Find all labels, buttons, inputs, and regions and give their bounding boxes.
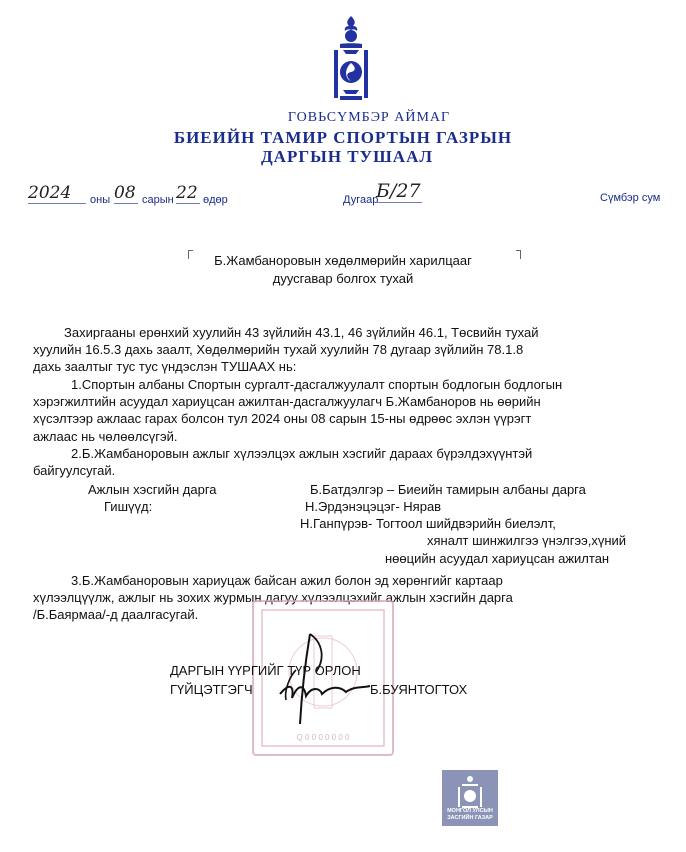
aimag-name: ГОВЬСҮМБЭР АЙМАГ (287, 110, 451, 125)
intro-line-3: дахь заалтыг тус тус үндэслэн ТУШААХ нь: (33, 359, 297, 374)
members-label: Гишүүд: (104, 499, 153, 514)
title-bracket-left (188, 250, 193, 259)
signatory-title-line-2: ГҮЙЦЭТГЭГЧ (170, 682, 253, 697)
paragraph-1-line-1: 1.Спортын албаны Спортын сургалт-дасгалжуулалт спортын бодлогын бодлогын (71, 377, 563, 392)
order-number-handwritten: Б/27 (376, 180, 421, 202)
badge-line-1: МОНГОЛ УЛСЫН (447, 808, 493, 814)
signatory-name: Б.БУЯНТОГТОХ (370, 682, 468, 697)
committee-head: Б.Батдэлгэр – Биеийн тамирын албаны дарга (310, 482, 586, 497)
intro-line-1: Захиргааны ерөнхий хуулийн 43 зүйлийн 43.1, 46 зүйлийн 46.1, Төсвийн тухай (64, 325, 539, 340)
order-number-label: Дугаар (343, 194, 379, 206)
soyombo-emblem-icon (330, 14, 372, 102)
paragraph-1-line-4: ажлаас нь чөлөөлсүгэй. (33, 429, 178, 444)
month-handwritten: 08 (114, 183, 138, 204)
year-suffix: оны (90, 194, 111, 206)
member-2-line-2: хяналт шинжилгээ үнэлгээ,хүний (427, 533, 627, 548)
title-bracket-right (516, 250, 521, 259)
order-title-line-2: дуусгавар болгох тухай (272, 271, 414, 286)
intro-line-2: хуулийн 16.5.3 дахь заалт, Хөдөлмөрийн тухай хуулийн 78 дугаар зүйлийн 78.1.8 (33, 342, 524, 357)
paragraph-3-line-3: /Б.Баярмаа/-д даалгасугай. (33, 607, 199, 622)
paragraph-1-line-2: хэрэгжилтийн асуудал хариуцсан ажилтан-дасгалжуулагч Б.Жамбаноров нь өөрийн (33, 394, 541, 409)
member-2-line-1: Н.Ганпүрэв- Тогтоол шийдвэрийн биелэлт, (300, 516, 556, 531)
member-1: Н.Эрдэнэцэцэг- Нярав (305, 499, 442, 514)
signatory-title-line-1: ДАРГЫН ҮҮРГИЙГ ТҮР ОРЛОН (170, 663, 361, 678)
organization-name: БИЕИЙН ТАМИР СПОРТЫН ГАЗРЫН (173, 128, 513, 147)
order-title-line-1: Б.Жамбаноровын хөдөлмөрийн харилцааг (214, 253, 472, 268)
place-name: Сүмбэр сум (600, 192, 661, 204)
committee-head-label: Ажлын хэсгийн дарга (88, 482, 217, 497)
day-suffix: өдөр (203, 194, 228, 206)
year-handwritten: 2024 (28, 183, 86, 204)
paragraph-2-line-2: байгуулсугай. (33, 463, 116, 478)
svg-text:Q 0 0 0 0 0 0 0: Q 0 0 0 0 0 0 0 (296, 733, 350, 742)
day-handwritten: 22 (176, 183, 200, 204)
government-badge (442, 770, 498, 826)
member-2-line-3: нөөцийн асуудал хариуцсан ажилтан (385, 551, 610, 566)
paragraph-1-line-3: хүсэлтээр ажлаас гарах болсон тул 2024 оны 08 сарын 15-ны өдрөөс эхлэн үүрэгт (33, 411, 532, 426)
handwritten-signature (250, 628, 380, 728)
document-type: ДАРГЫН ТУШААЛ (260, 147, 434, 166)
paragraph-3-line-1: 3.Б.Жамбаноровын хариуцаж байсан ажил болон эд хөрөнгийг картаар (71, 573, 503, 588)
month-suffix: сарын (142, 194, 174, 206)
paragraph-2-line-1: 2.Б.Жамбаноровын ажлыг хүлээлцэх ажлын хэсгийг дараах бүрэлдэхүүнтэй (71, 446, 533, 461)
badge-line-2: ЗАСГИЙН ГАЗАР (447, 815, 493, 821)
paragraph-3-line-2: хүлээлцүүлж, ажлыг нь зохих журмын дагуу хүлээлцэхийг ажлын хэсгийн дарга (33, 590, 513, 605)
